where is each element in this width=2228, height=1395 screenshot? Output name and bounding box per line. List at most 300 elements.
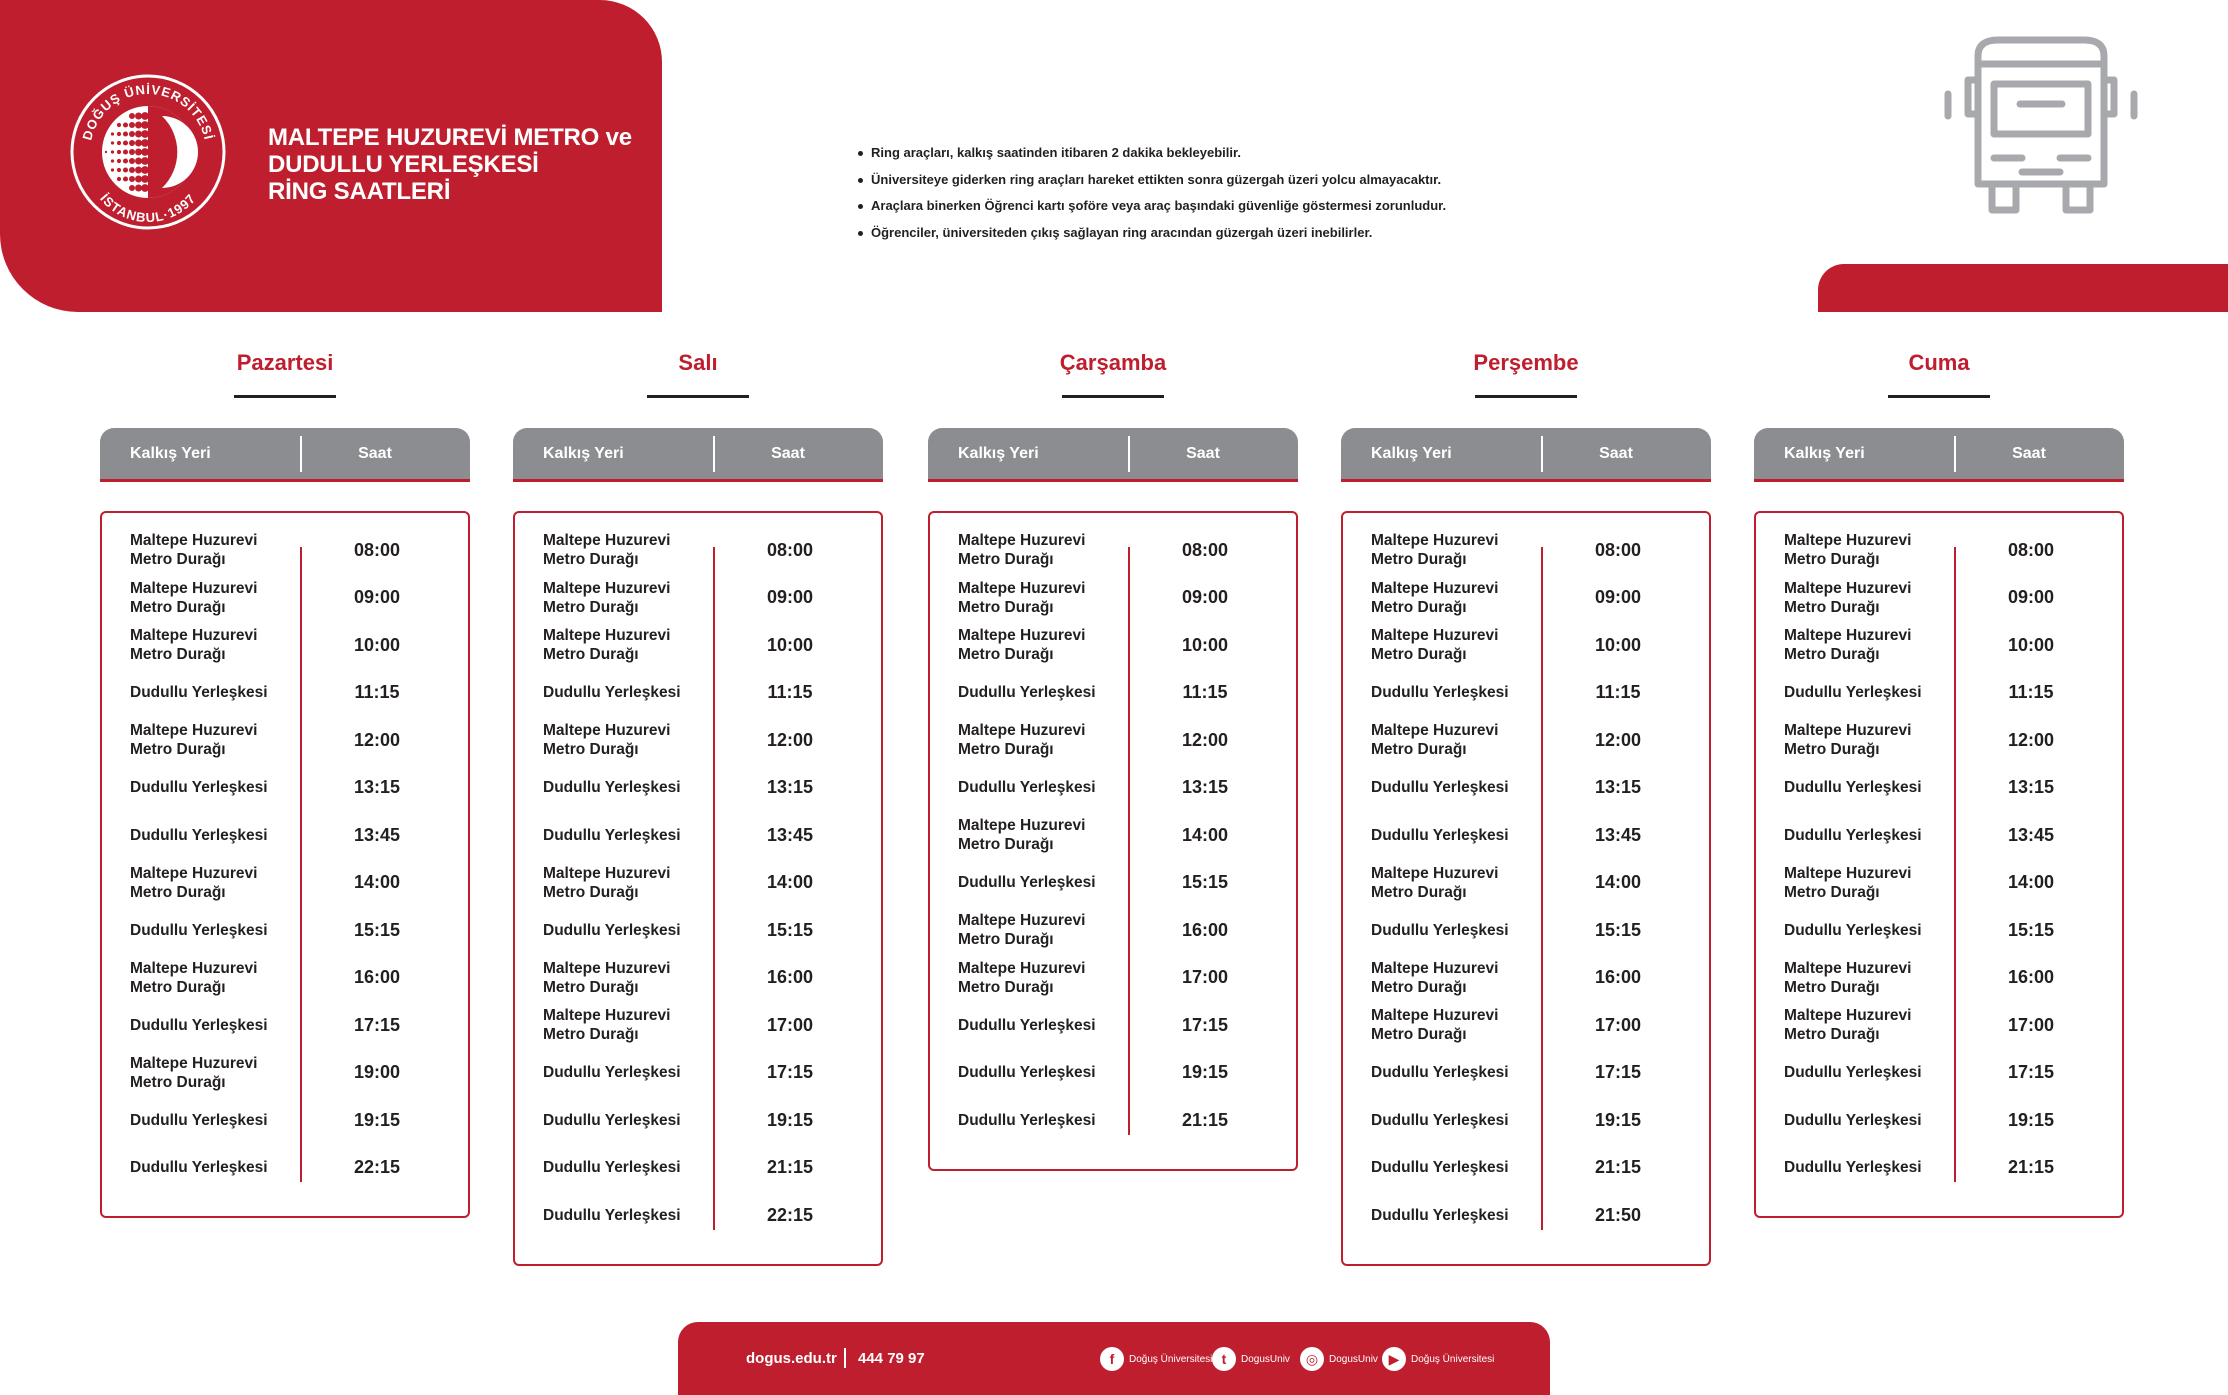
schedule-row <box>515 575 881 621</box>
day-title: Perşembe <box>1473 350 1579 375</box>
departure-place: Dudullu Yerleşkesi <box>1371 1159 1509 1176</box>
logo-dot <box>123 158 128 163</box>
header-place: Kalkış Yeri <box>958 445 1039 462</box>
departure-time: 15:15 <box>2007 919 2055 940</box>
schedule-row <box>1756 907 2122 953</box>
schedule-row <box>1756 622 2122 668</box>
departure-place: Dudullu Yerleşkesi <box>1371 684 1509 701</box>
departure-place: Dudullu Yerleşkesi <box>130 826 268 844</box>
schedule-row <box>930 955 1296 1001</box>
departure-place: Dudullu Yerleşkesi <box>1784 779 1922 796</box>
note-item: Ring araçları, kalkış saatinden itibaren 2 dakika bekleyebilir. <box>858 140 1446 167</box>
departure-time: 08:00 <box>2007 539 2055 560</box>
departure-place: Dudullu Yerleşkesi <box>130 1159 268 1176</box>
bus-icon <box>1938 34 2144 216</box>
departure-place: Maltepe Huzurevi Metro Durağı <box>543 864 671 901</box>
departure-place: Maltepe Huzurevi Metro Durağı <box>1371 532 1499 568</box>
logo-dot <box>123 176 128 181</box>
schedule-row <box>102 1097 468 1143</box>
departure-place: Dudullu Yerleşkesi <box>1371 826 1509 844</box>
departure-place: Maltepe Huzurevi Metro Durağı <box>543 579 671 616</box>
schedule-row <box>930 1002 1296 1048</box>
day-underline <box>1475 395 1577 398</box>
logo-dot <box>141 121 149 129</box>
schedule-row <box>102 812 468 858</box>
logo-dot <box>129 176 135 182</box>
departure-place: Dudullu Yerleşkesi <box>958 684 1096 701</box>
departure-time: 21:15 <box>766 1157 814 1177</box>
departure-place: Dudullu Yerleşkesi <box>958 779 1096 796</box>
logo-dot <box>117 141 121 145</box>
page-title <box>268 124 648 205</box>
logo-dot <box>129 113 135 119</box>
departure-time: 13:45 <box>2007 824 2055 845</box>
departure-time: 21:50 <box>1594 1204 1642 1225</box>
logo-dot <box>141 112 149 120</box>
logo-dot <box>135 185 142 192</box>
schedule-box <box>1341 511 1711 1266</box>
logo-dot <box>141 139 149 147</box>
schedule-row <box>102 527 468 573</box>
schedule-row <box>102 1050 468 1096</box>
notes-list <box>858 140 1446 246</box>
table-header <box>100 428 470 482</box>
logo-dot <box>135 167 142 174</box>
departure-place: Dudullu Yerleşkesi <box>1784 921 1922 939</box>
day-underline <box>1888 395 1990 398</box>
departure-time: 16:00 <box>766 967 814 987</box>
departure-place: Dudullu Yerleşkesi <box>130 684 268 701</box>
departure-place: Dudullu Yerleşkesi <box>1784 826 1922 844</box>
departure-time: 08:00 <box>766 539 814 560</box>
departure-time: 13:15 <box>2007 777 2055 797</box>
departure-place: Dudullu Yerleşkesi <box>1371 1206 1509 1224</box>
departure-place: Dudullu Yerleşkesi <box>130 1111 268 1129</box>
schedule-row <box>1343 812 1709 858</box>
schedule-row <box>930 575 1296 621</box>
table-header <box>513 428 883 482</box>
table-header <box>1341 428 1711 482</box>
schedule-row <box>1756 1145 2122 1191</box>
departure-place: Maltepe Huzurevi Metro Durağı <box>1784 864 1912 901</box>
schedule-row <box>1343 717 1709 763</box>
header-time: Saat <box>771 445 805 462</box>
logo-dot <box>123 167 128 172</box>
facebook-icon: f <box>1100 1347 1124 1371</box>
departure-time: 12:00 <box>1181 729 1229 750</box>
departure-time: 15:15 <box>1594 919 1642 940</box>
departure-time: 12:00 <box>1594 729 1642 750</box>
departure-place: Maltepe Huzurevi Metro Durağı <box>1784 627 1912 663</box>
schedule-row <box>1756 717 2122 763</box>
departure-time: 11:15 <box>2008 682 2054 702</box>
schedule-row <box>930 1097 1296 1143</box>
departure-time: 13:15 <box>1594 777 1642 797</box>
schedule-row <box>515 765 881 811</box>
schedule-row <box>1343 527 1709 573</box>
logo-text-bottom: İSTANBUL·1997 <box>97 190 199 226</box>
departure-time: 16:00 <box>1181 919 1229 940</box>
logo-dot <box>135 131 142 138</box>
schedule-row <box>1343 860 1709 906</box>
departure-time: 09:00 <box>2007 587 2055 607</box>
departure-place: Maltepe Huzurevi Metro Durağı <box>543 532 671 568</box>
logo-dot <box>117 132 121 136</box>
departure-time: 09:00 <box>353 587 401 607</box>
departure-place: Maltepe Huzurevi Metro Durağı <box>543 627 671 663</box>
departure-time: 12:00 <box>353 729 401 750</box>
departure-time: 10:00 <box>353 634 401 655</box>
social-facebook[interactable] <box>1100 1346 1212 1372</box>
departure-place: Maltepe Huzurevi Metro Durağı <box>1784 959 1912 996</box>
departure-time: 10:00 <box>2007 634 2055 655</box>
logo-dot <box>141 166 149 174</box>
departure-place: Maltepe Huzurevi Metro Durağı <box>958 627 1086 663</box>
logo-dot <box>129 158 135 164</box>
schedule-row <box>515 1002 881 1048</box>
departure-time: 14:00 <box>766 872 814 892</box>
header-place: Kalkış Yeri <box>543 445 624 462</box>
departure-place: Dudullu Yerleşkesi <box>543 1111 681 1129</box>
schedule-row <box>102 717 468 763</box>
departure-time: 14:00 <box>1594 872 1642 892</box>
header-time: Saat <box>1599 445 1633 462</box>
departure-time: 19:15 <box>1594 1109 1642 1130</box>
logo-dot <box>129 122 135 128</box>
departure-place: Dudullu Yerleşkesi <box>1371 1111 1509 1129</box>
schedule-row <box>1756 1002 2122 1048</box>
social-label: DogusUniv <box>1329 1353 1378 1365</box>
departure-place: Dudullu Yerleşkesi <box>1784 1159 1922 1176</box>
schedule-row <box>1343 955 1709 1001</box>
departure-time: 11:15 <box>354 682 400 702</box>
footer-divider <box>844 1348 846 1368</box>
schedule-row <box>930 860 1296 906</box>
schedule-row <box>102 1145 468 1191</box>
departure-time: 17:15 <box>766 1062 814 1082</box>
departure-place: Dudullu Yerleşkesi <box>543 1206 681 1224</box>
departure-place: Maltepe Huzurevi Metro Durağı <box>130 627 258 663</box>
departure-time: 08:00 <box>353 539 401 560</box>
day-underline <box>1062 395 1164 398</box>
departure-time: 17:00 <box>1181 967 1229 987</box>
schedule-row <box>930 907 1296 953</box>
schedule-row <box>515 860 881 906</box>
schedule-row <box>1756 527 2122 573</box>
header-time: Saat <box>358 445 392 462</box>
departure-time: 11:15 <box>767 682 813 702</box>
departure-time: 17:15 <box>1181 1014 1229 1035</box>
social-youtube[interactable] <box>1382 1346 1494 1372</box>
departure-place: Dudullu Yerleşkesi <box>1371 779 1509 796</box>
departure-place: Dudullu Yerleşkesi <box>543 826 681 844</box>
logo-dot <box>141 157 149 165</box>
twitter-icon: t <box>1212 1347 1236 1371</box>
logo-text-top: DOĞUŞ ÜNİVERSİTESİ <box>79 81 217 142</box>
departure-time: 13:15 <box>1181 777 1229 797</box>
departure-time: 17:00 <box>2007 1014 2055 1035</box>
day-underline <box>234 395 336 398</box>
day-column <box>1341 346 1711 1225</box>
schedule-row <box>1343 907 1709 953</box>
header-banner <box>0 0 662 312</box>
footer-bar <box>678 1322 1550 1395</box>
title-line-3: RİNG SAATLERİ <box>268 178 451 205</box>
note-item: Üniversiteye giderken ring araçları hareket ettikten sonra güzergah üzeri yolcu almayacaktır. <box>858 167 1446 194</box>
logo-dot <box>117 123 121 127</box>
schedule-row <box>102 670 468 716</box>
schedule-row <box>515 907 881 953</box>
departure-time: 11:15 <box>1595 682 1641 702</box>
day-column <box>100 346 470 1177</box>
departure-place: Maltepe Huzurevi Metro Durağı <box>1371 627 1499 663</box>
social-twitter[interactable] <box>1212 1346 1290 1372</box>
youtube-icon: ▶ <box>1382 1347 1406 1371</box>
schedule-row <box>515 670 881 716</box>
day-underline <box>647 395 749 398</box>
departure-time: 16:00 <box>1594 967 1642 987</box>
logo-dot <box>117 150 121 154</box>
social-instagram[interactable] <box>1300 1346 1378 1372</box>
departure-place: Maltepe Huzurevi Metro Durağı <box>543 1007 671 1043</box>
departure-place: Maltepe Huzurevi Metro Durağı <box>958 817 1086 853</box>
departure-place: Maltepe Huzurevi Metro Durağı <box>130 722 258 758</box>
schedule-row <box>1756 955 2122 1001</box>
departure-place: Maltepe Huzurevi Metro Durağı <box>1784 579 1912 616</box>
schedule-row <box>515 955 881 1001</box>
logo-dot <box>135 158 142 165</box>
schedule-row <box>1756 812 2122 858</box>
logo-dot <box>111 132 114 135</box>
note-item: Öğrenciler, üniversiteden çıkış sağlayan ring aracından güzergah üzeri inebilirler. <box>858 220 1446 247</box>
header-time: Saat <box>1186 445 1220 462</box>
departure-time: 17:15 <box>2007 1062 2055 1082</box>
logo-dot <box>135 176 142 183</box>
schedule-row <box>102 907 468 953</box>
schedule-row <box>930 1050 1296 1096</box>
departure-place: Dudullu Yerleşkesi <box>543 779 681 796</box>
social-label: DogusUniv <box>1241 1353 1290 1365</box>
schedule-row <box>1756 765 2122 811</box>
departure-time: 19:15 <box>2007 1109 2055 1130</box>
departure-place: Dudullu Yerleşkesi <box>543 921 681 939</box>
day-title: Cuma <box>1908 350 1970 375</box>
departure-place: Dudullu Yerleşkesi <box>958 1016 1096 1034</box>
departure-place: Maltepe Huzurevi Metro Durağı <box>1371 722 1499 758</box>
departure-time: 17:15 <box>353 1014 401 1035</box>
logo-dot <box>111 141 114 144</box>
phone-number[interactable]: 444 79 97 <box>858 1350 925 1367</box>
departure-place: Dudullu Yerleşkesi <box>1784 1064 1922 1081</box>
schedule-row <box>102 622 468 668</box>
schedule-row <box>1343 1050 1709 1096</box>
schedule-row <box>1756 860 2122 906</box>
departure-time: 16:00 <box>2007 967 2055 987</box>
schedule-row <box>930 717 1296 763</box>
departure-place: Maltepe Huzurevi Metro Durağı <box>1371 579 1499 616</box>
departure-place: Maltepe Huzurevi Metro Durağı <box>130 1054 258 1091</box>
departure-time: 10:00 <box>766 634 814 655</box>
schedule-row <box>515 1050 881 1096</box>
departure-place: Maltepe Huzurevi Metro Durağı <box>1784 532 1912 568</box>
schedule-row <box>1756 670 2122 716</box>
departure-place: Maltepe Huzurevi Metro Durağı <box>1371 864 1499 901</box>
departure-time: 08:00 <box>1181 539 1229 560</box>
departure-time: 21:15 <box>2007 1157 2055 1177</box>
university-logo <box>70 62 226 244</box>
schedule-row <box>102 575 468 621</box>
departure-place: Maltepe Huzurevi Metro Durağı <box>1371 959 1499 996</box>
departure-place: Maltepe Huzurevi Metro Durağı <box>130 959 258 996</box>
departure-time: 11:15 <box>1182 682 1228 702</box>
logo-dot <box>123 131 128 136</box>
logo-dot <box>117 168 121 172</box>
departure-time: 21:15 <box>1594 1157 1642 1177</box>
departure-time: 19:15 <box>353 1109 401 1130</box>
instagram-icon: ◎ <box>1300 1347 1324 1371</box>
departure-time: 22:15 <box>766 1204 814 1225</box>
departure-time: 22:15 <box>353 1157 401 1177</box>
schedule-row <box>1343 1097 1709 1143</box>
note-item: Araçlara binerken Öğrenci kartı şoföre veya araç başındaki güvenliğe göstermesi zorunludur. <box>858 193 1446 220</box>
departure-time: 14:00 <box>353 872 401 892</box>
logo-dot <box>141 148 149 156</box>
schedule-row <box>930 527 1296 573</box>
departure-time: 13:15 <box>353 777 401 797</box>
departure-time: 15:15 <box>1181 872 1229 892</box>
logo-dot <box>117 177 121 181</box>
departure-time: 17:15 <box>1594 1062 1642 1082</box>
schedule-row <box>930 622 1296 668</box>
departure-time: 08:00 <box>1594 539 1642 560</box>
logo-dot <box>123 122 128 127</box>
schedule-row <box>515 1145 881 1191</box>
schedule-box <box>928 511 1298 1171</box>
logo-dot <box>123 149 128 154</box>
departure-time: 13:45 <box>353 824 401 845</box>
departure-place: Maltepe Huzurevi Metro Durağı <box>958 959 1086 996</box>
departure-place: Dudullu Yerleşkesi <box>543 684 681 701</box>
logo-dot <box>111 159 114 162</box>
schedule-row <box>1343 1002 1709 1048</box>
departure-time: 10:00 <box>1594 634 1642 655</box>
table-header <box>1754 428 2124 482</box>
departure-time: 13:45 <box>1594 824 1642 845</box>
website-link[interactable]: dogus.edu.tr <box>746 1350 837 1367</box>
logo-dot <box>141 130 149 138</box>
logo-dot <box>111 150 114 153</box>
title-line-1: MALTEPE HUZUREVİ METRO ve <box>268 124 632 151</box>
schedule-row <box>1343 1192 1709 1238</box>
logo-dot <box>129 185 135 191</box>
schedule-row <box>930 765 1296 811</box>
departure-place: Dudullu Yerleşkesi <box>130 779 268 796</box>
schedule-row <box>515 622 881 668</box>
social-label: Doğuş Üniversitesi <box>1411 1353 1495 1365</box>
departure-time: 15:15 <box>353 919 401 940</box>
departure-place: Maltepe Huzurevi Metro Durağı <box>543 959 671 996</box>
departure-time: 09:00 <box>1594 587 1642 607</box>
departure-time: 09:00 <box>1181 587 1229 607</box>
logo-dot <box>129 131 135 137</box>
departure-place: Dudullu Yerleşkesi <box>1371 921 1509 939</box>
logo-dot <box>117 159 121 163</box>
departure-place: Maltepe Huzurevi Metro Durağı <box>958 532 1086 568</box>
logo-dot <box>135 122 142 129</box>
departure-time: 19:15 <box>1181 1062 1229 1082</box>
departure-place: Dudullu Yerleşkesi <box>958 1064 1096 1081</box>
title-line-2: DUDULLU YERLEŞKESİ <box>268 151 539 178</box>
header-place: Kalkış Yeri <box>1371 445 1452 462</box>
departure-place: Maltepe Huzurevi Metro Durağı <box>1784 1007 1912 1043</box>
departure-place: Maltepe Huzurevi Metro Durağı <box>1371 1007 1499 1043</box>
header-time: Saat <box>2012 445 2046 462</box>
schedule-row <box>515 1192 881 1238</box>
departure-place: Maltepe Huzurevi Metro Durağı <box>130 579 258 616</box>
schedule-box <box>100 511 470 1218</box>
departure-time: 13:45 <box>766 824 814 845</box>
departure-place: Dudullu Yerleşkesi <box>543 1064 681 1081</box>
schedule-row <box>1756 1097 2122 1143</box>
day-title: Çarşamba <box>1059 350 1167 375</box>
logo-dot <box>135 140 142 147</box>
departure-place: Maltepe Huzurevi Metro Durağı <box>1784 722 1912 758</box>
departure-place: Maltepe Huzurevi Metro Durağı <box>958 912 1086 948</box>
departure-place: Dudullu Yerleşkesi <box>958 1111 1096 1129</box>
social-label: Doğuş Üniversitesi <box>1129 1353 1213 1365</box>
schedule-row <box>1343 622 1709 668</box>
departure-time: 17:00 <box>1594 1014 1642 1035</box>
departure-time: 14:00 <box>1181 824 1229 845</box>
schedule-row <box>102 765 468 811</box>
departure-place: Dudullu Yerleşkesi <box>130 921 268 939</box>
schedule-box <box>1754 511 2124 1218</box>
schedule-row <box>515 812 881 858</box>
departure-time: 16:00 <box>353 967 401 987</box>
departure-place: Dudullu Yerleşkesi <box>1784 1111 1922 1129</box>
table-header <box>928 428 1298 482</box>
day-column <box>513 346 883 1225</box>
schedule-box <box>513 511 883 1266</box>
day-column <box>928 346 1298 1130</box>
logo-dot <box>123 140 128 145</box>
day-title: Pazartesi <box>236 350 334 375</box>
logo-dot <box>141 175 149 183</box>
logo-dot <box>141 184 149 192</box>
header-place: Kalkış Yeri <box>1784 445 1865 462</box>
departure-time: 09:00 <box>766 587 814 607</box>
schedule-row <box>1343 575 1709 621</box>
departure-time: 10:00 <box>1181 634 1229 655</box>
logo-dot <box>135 113 142 120</box>
departure-place: Dudullu Yerleşkesi <box>130 1016 268 1034</box>
schedule-row <box>1756 575 2122 621</box>
schedule-row <box>930 670 1296 716</box>
schedule-row <box>102 1002 468 1048</box>
logo-dot <box>105 151 107 153</box>
departure-time: 12:00 <box>766 729 814 750</box>
schedule-row <box>102 860 468 906</box>
departure-place: Maltepe Huzurevi Metro Durağı <box>958 579 1086 616</box>
departure-place: Maltepe Huzurevi Metro Durağı <box>130 864 258 901</box>
schedule-row <box>1756 1050 2122 1096</box>
schedule-row <box>515 717 881 763</box>
departure-place: Maltepe Huzurevi Metro Durağı <box>543 722 671 758</box>
schedule-row <box>515 1097 881 1143</box>
departure-time: 14:00 <box>2007 872 2055 892</box>
schedule-row <box>1343 765 1709 811</box>
departure-time: 19:15 <box>766 1109 814 1130</box>
